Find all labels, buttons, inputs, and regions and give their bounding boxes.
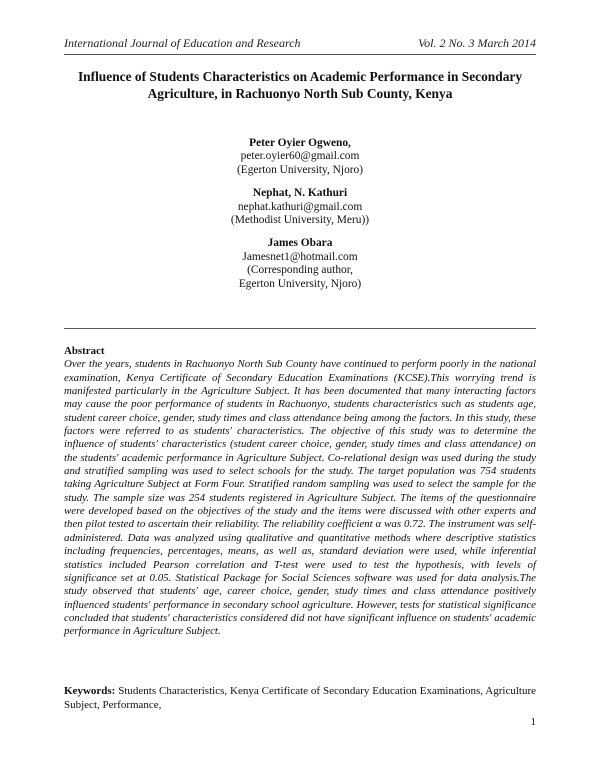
issue-info: Vol. 2 No. 3 March 2014 <box>418 36 536 50</box>
abstract-body: Over the years, students in Rachuonyo North Sub County have continued to perform poorly in the national examination, Kenya Certificate of Secondary Education Examinations (KCSE).This worrying trend is manifested particularly in the Agriculture Subject. It has been documented that many interacting factors may cause the poor performance of students in Rachuonyo, students characteristics such as students age, student career choice, gender, study times and class attendance being among the factors. In this study, these factors were referred to as students' characteristics. The objective of this study was to determine the influence of students' characteristics (student career choice, gender, study times and class attendance) on the students' academic performance in Agriculture Subject. Co-relational design was used during the study and stratified sampling was used to select schools for the study. The target population was 754 students taking Agriculture Subject at Form Four. Stratified random sampling was used to select the sample for the study. The sample size was 254 students registered in Agriculture Subject. The items of the questionnaire were developed based on the objectives of the study and the items were discussed with other experts and then pilot tested to ascertain their reliability. The reliability coefficient α was 0.72. The instrument was self-administered. Data was analyzed using qualitative and quantitative methods where descriptive statistics including frequencies, percentages, means, as well as, standard deviation were used, while inferential statistics included Pearson correlation and T-test were used to test the hypothesis, with levels of significance set at 0.05. Statistical Package for Social Sciences software was used for data analysis.The study observed that students' age, career choice, gender, study times and class attendance positively influenced students' performance in secondary school agriculture. However, tests for statistical significance concluded that students' characteristics considered did not have significant influence on students' academic performance in Agriculture Subject. <box>64 358 536 638</box>
paper-title: Influence of Students Characteristics on Academic Performance in Secondary Agriculture, in Rachuonyo North Sub County, Kenya <box>77 69 523 101</box>
journal-name: International Journal of Education and Research <box>64 36 301 50</box>
running-header <box>64 36 536 51</box>
section-divider <box>64 328 536 329</box>
author-entry <box>64 237 536 291</box>
author-affiliation: Egerton University, Njoro) <box>238 277 362 290</box>
author-note: (Corresponding author, <box>247 264 353 277</box>
abstract-heading: Abstract <box>64 345 105 357</box>
abstract-section <box>64 345 536 639</box>
author-block <box>64 137 536 301</box>
author-affiliation: (Egerton University, Njoro) <box>236 163 364 176</box>
author-email: peter.oyier60@gmail.com <box>240 150 360 163</box>
author-entry <box>64 187 536 227</box>
author-email: nephat.kathuri@gmail.com <box>237 200 363 213</box>
keywords-text: Students Characteristics, Kenya Certificate of Secondary Education Examinations, Agriculture Subject, Performance, <box>64 685 536 712</box>
author-email: Jamesnet1@hotmail.com <box>242 250 358 263</box>
author-affiliation: (Methodist University, Meru)) <box>230 214 370 227</box>
author-name: Nephat, N. Kathuri <box>252 187 348 200</box>
author-entry <box>64 137 536 177</box>
keywords-section <box>64 684 536 712</box>
keywords-label: Keywords: <box>64 685 116 697</box>
header-divider <box>64 54 536 55</box>
author-name: James Obara <box>267 237 333 250</box>
page-number: 1 <box>530 716 536 728</box>
author-name: Peter Oyier Ogweno, <box>249 137 351 149</box>
